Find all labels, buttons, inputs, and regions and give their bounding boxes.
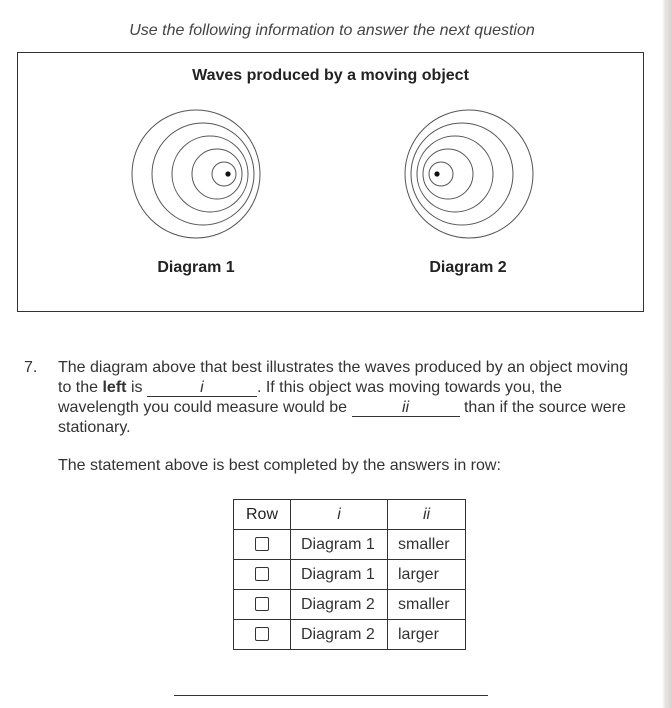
row-1-check-cell — [234, 530, 291, 560]
question-text-part-4: than if the source were stationary. — [58, 399, 626, 436]
row-3-checkbox[interactable] — [255, 597, 269, 611]
blank-ii: ii — [352, 399, 460, 417]
row-1-ii: smaller — [388, 530, 466, 560]
diagram-1-label: Diagram 1 — [157, 259, 235, 276]
answer-table — [233, 499, 466, 650]
row-1-checkbox[interactable] — [255, 537, 269, 551]
diagram-1 — [129, 107, 263, 241]
concentric-waves-source-right-icon — [129, 107, 263, 241]
header-ii: ii — [388, 500, 466, 530]
row-4-i: Diagram 2 — [291, 620, 388, 650]
table-row — [234, 530, 466, 560]
row-3-check-cell — [234, 590, 291, 620]
row-2-check-cell — [234, 560, 291, 590]
answer-line — [174, 695, 488, 696]
diagram-2-label: Diagram 2 — [429, 259, 507, 276]
concentric-waves-source-left-icon — [402, 107, 536, 241]
row-2-i: Diagram 1 — [291, 560, 388, 590]
question-text-part-1: The diagram above that best illustrates the waves produced by an object moving to the — [58, 359, 629, 396]
question-text — [58, 358, 634, 438]
page-edge-shadow — [662, 0, 672, 708]
row-3-i: Diagram 2 — [291, 590, 388, 620]
table-row — [234, 620, 466, 650]
question-bold-word: left — [102, 379, 127, 396]
row-4-check-cell — [234, 620, 291, 650]
intro-instruction: Use the following information to answer the next question — [129, 22, 535, 39]
info-box-title: Waves produced by a moving object — [192, 67, 469, 84]
header-i: i — [291, 500, 388, 530]
question-text-part-2: is — [130, 379, 143, 396]
info-box — [17, 52, 644, 312]
blank-i: i — [147, 379, 257, 397]
header-row: Row — [234, 500, 291, 530]
diagram-2 — [402, 107, 536, 241]
row-4-checkbox[interactable] — [255, 627, 269, 641]
row-1-i: Diagram 1 — [291, 530, 388, 560]
row-3-ii: smaller — [388, 590, 466, 620]
question-number: 7. — [24, 359, 38, 376]
answer-table-header — [234, 500, 466, 530]
row-4-ii: larger — [388, 620, 466, 650]
table-row — [234, 590, 466, 620]
statement-text: The statement above is best completed by the answers in row: — [58, 457, 501, 474]
row-2-checkbox[interactable] — [255, 567, 269, 581]
question-text-part-3: . If this object was moving towards you, the wavelength you could measure would be — [58, 379, 562, 416]
table-row — [234, 560, 466, 590]
row-2-ii: larger — [388, 560, 466, 590]
